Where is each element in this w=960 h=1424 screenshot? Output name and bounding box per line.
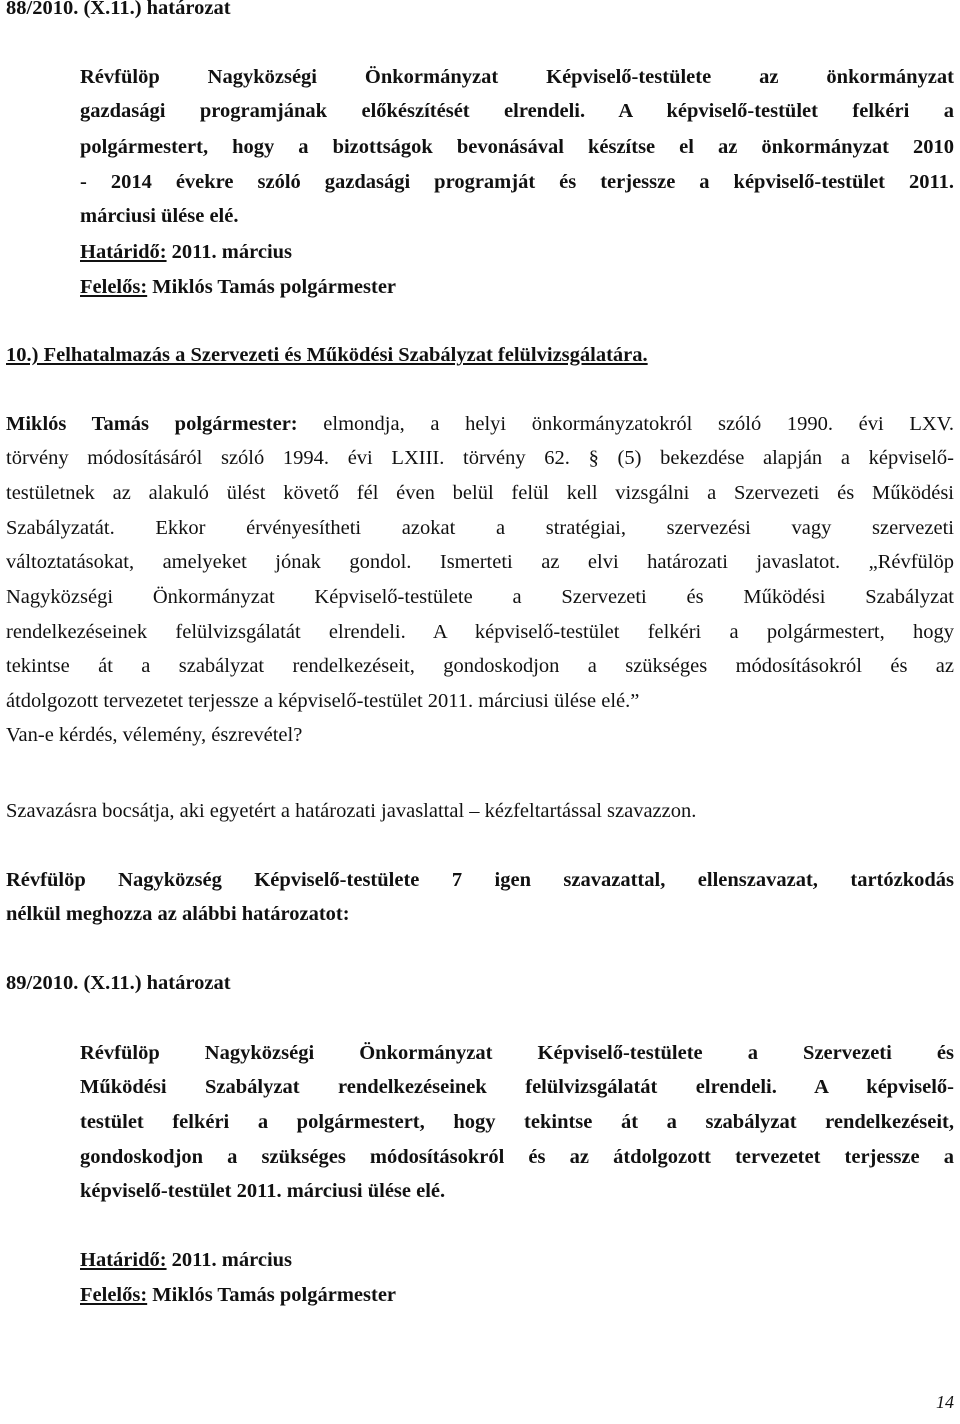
speaker-name: Miklós Tamás polgármester: [6,413,298,435]
resolution-88-line-5: márciusi ülése elé. [80,205,239,227]
resolution-89-line-1: Révfülöp Nagyközségi Önkormányzat Képviselő-testülete a Szervezeti és [80,1042,954,1064]
resolution-89-line-3: testület felkéri a polgármestert, hogy tekintse át a szabályzat rendelkezéseit, [80,1111,954,1133]
resolution-88-title: 88/2010. (X.11.) határozat [6,0,231,19]
deadline-label: Határidő: [80,1249,167,1271]
speaker-text: elmondja, a helyi önkormányzatokról szóló 1990. évi LXV. [297,413,955,435]
deadline-value: 2011. március [166,1249,293,1271]
resolution-89-deadline [80,1246,292,1274]
responsible-value: Miklós Tamás polgármester [147,276,397,298]
responsible-value: Miklós Tamás polgármester [147,1284,397,1306]
resolution-89-line-4: gondoskodjon a szükséges módosításokról és az átdolgozott tervezetet terjessze a [80,1146,954,1168]
page-number: 14 [936,1392,954,1412]
resolution-89-responsible [80,1281,396,1309]
resolution-88-deadline [80,238,292,266]
section-10-line-9: átdolgozott tervezetet terjessze a képviselő-testület 2011. márciusi ülése elé.” [6,690,640,712]
resolution-88-line-4: - 2014 évekre szóló gazdasági programját és terjessze a képviselő-testület 2011. [80,171,954,193]
resolution-88-line-3: polgármestert, hogy a bizottságok bevonásával készítse el az önkormányzat 2010 [80,136,954,158]
section-10-line-5: változtatásokat, amelyeket jónak gondol. Ismerteti az elvi határozati javaslatot. „Révfülöp [6,551,954,573]
deadline-value: 2011. március [166,241,293,263]
section-10-heading: 10.) Felhatalmazás a Szervezeti és Működési Szabályzat felülvizsgálatára. [6,344,648,366]
section-10-line-2: törvény módosításáról szóló 1994. évi LXIII. törvény 62. § (5) bekezdése alapján a képviselő- [6,447,954,469]
section-10-line-10: Van-e kérdés, vélemény, észrevétel? [6,724,303,746]
resolution-88-responsible [80,273,396,301]
resolution-89-title: 89/2010. (X.11.) határozat [6,972,231,994]
resolution-88-line-2: gazdasági programjának előkészítését elrendeli. A képviselő-testület felkéri a [80,100,954,122]
vote-result-line-2: nélkül meghozza az alábbi határozatot: [6,903,350,925]
section-10-line-8: tekintse át a szabályzat rendelkezéseit, gondoskodjon a szükséges módosításokról és az [6,655,954,677]
section-10-line-4: Szabályzatát. Ekkor érvényesítheti azokat a stratégiai, szervezési vagy szervezeti [6,517,954,539]
section-10-line-1 [6,410,954,438]
responsible-label: Felelős: [80,276,148,298]
vote-call: Szavazásra bocsátja, aki egyetért a határozati javaslattal – kézfeltartással szavazzon. [6,800,697,822]
section-10-line-3: testületnek az alakuló ülést követő fél éven belül felül kell vizsgálni a Szervezeti és Működési [6,482,954,504]
section-10-line-7: rendelkezéseinek felülvizsgálatát elrendeli. A képviselő-testület felkéri a polgármestert, hogy [6,621,954,643]
resolution-89-line-5: képviselő-testület 2011. márciusi ülése elé. [80,1180,446,1202]
resolution-88-line-1: Révfülöp Nagyközségi Önkormányzat Képviselő-testülete az önkormányzat [80,66,954,88]
responsible-label: Felelős: [80,1284,148,1306]
resolution-89-line-2: Működési Szabályzat rendelkezéseinek felülvizsgálatát elrendeli. A képviselő- [80,1076,954,1098]
vote-result-line-1: Révfülöp Nagyközség Képviselő-testülete 7 igen szavazattal, ellenszavazat, tartózkodás [6,869,954,891]
deadline-label: Határidő: [80,241,167,263]
section-10-line-6: Nagyközségi Önkormányzat Képviselő-testülete a Szervezeti és Működési Szabályzat [6,586,954,608]
